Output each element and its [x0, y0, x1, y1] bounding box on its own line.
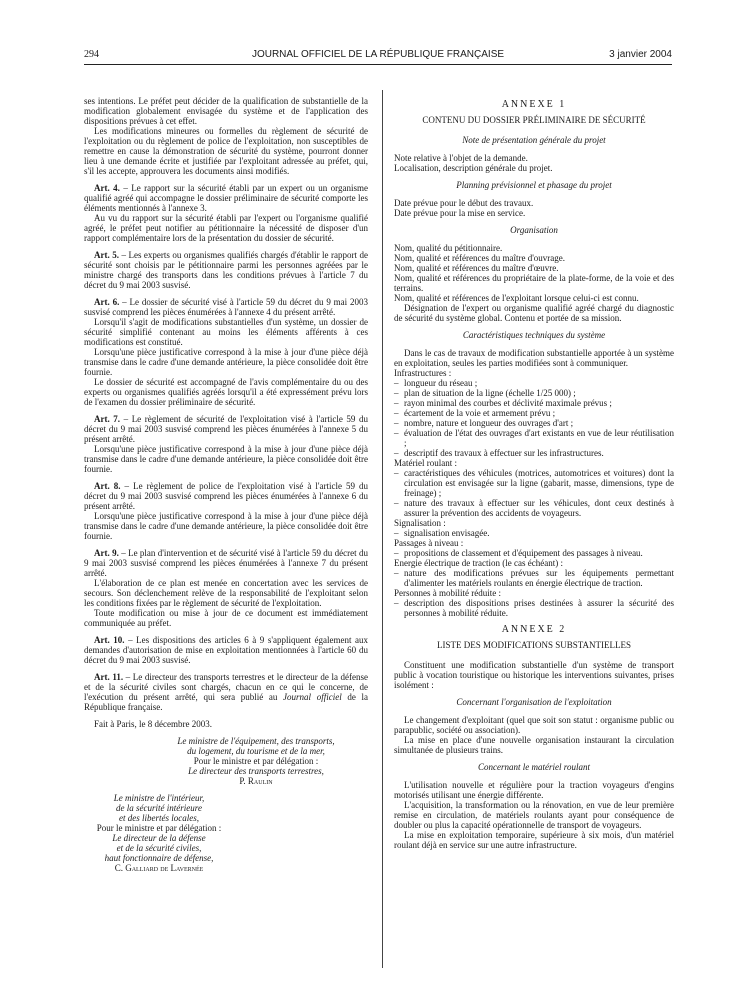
- left-column: [84, 96, 368, 873]
- paragraph: Au vu du rapport sur la sécurité établi par l'expert ou l'organisme qualifié agréé, le préfet peut notifier au pétitionnaire la nécessité de disposer d'un rapport complémentaire lors de la présentation du dossier de sécurité.: [84, 213, 368, 243]
- paragraph: Toute modification ou mise à jour de ce document est immédiatement communiquée au préfet.: [84, 608, 368, 628]
- done-at: Fait à Paris, le 8 décembre 2003.: [94, 719, 212, 729]
- header-rule: [84, 64, 672, 65]
- paragraph: Lorsqu'une pièce justificative correspond à la mise à jour d'une pièce déjà transmise dans le cadre d'une demande antérieure, la pièce consolidée doit être fournie.: [84, 511, 368, 541]
- paragraph: Les modifications mineures ou formelles du règlement de sécurité de l'exploitation ou du règlement de police de l'exploitation, non susceptibles de remettre en cause la démonstration de sécurité du système, pourront donner lieu à une demande écrite et justifiée par l'exploitant adressée au préfet, qui, s'il les accepte, approuvera les documents ainsi modifiés.: [84, 126, 368, 176]
- section-title: Planning prévisionnel et phasage du projet: [456, 180, 612, 190]
- article-9: Art. 9. – Le plan d'intervention et de sécurité visé à l'article 59 du décret du 9 mai 2003 susvisé comprend les pièces énumérées à l'annexe 7 du présent arrêté.: [84, 548, 368, 578]
- column-divider: [382, 90, 383, 968]
- section-title: Concernant l'organisation de l'exploitation: [456, 697, 612, 707]
- article-10: Art. 10. – Les dispositions des articles 6 à 9 s'appliquent également aux demandes d'autorisation de mise en exploitation mentionnées à l'article 60 du décret du 9 mai 2003 susvisé.: [84, 635, 368, 665]
- journal-title: JOURNAL OFFICIEL DE LA RÉPUBLIQUE FRANÇAISE: [251, 49, 505, 60]
- issue-date: 3 janvier 2004: [609, 49, 672, 60]
- section-title: Note de présentation générale du projet: [462, 135, 606, 145]
- paragraph: Le dossier de sécurité est accompagné de l'avis complémentaire du ou des experts ou organismes qualifiés agréés lorsqu'il a été expressément prévu lors de l'examen du dossier préliminaire de sécurité.: [84, 377, 368, 407]
- section-title: Concernant le matériel roulant: [478, 762, 590, 772]
- article-5: Art. 5. – Les experts ou organismes qualifiés chargés d'établir le rapport de sécurité sont choisis par le pétitionnaire parmi les personnes agréées par le ministre chargé des transports dans les conditions prévues à l'article 7 du décret du 9 mai 2003 susvisé.: [84, 250, 368, 290]
- article-11: Art. 11. – Le directeur des transports terrestres et le directeur de la défense et de la sécurité civiles sont chargés, chacun en ce qui le concerne, de l'exécution du présent arrêté, qui sera publié au Journal officiel de la République française.: [84, 672, 369, 712]
- signature-block-1: Le ministre de l'équipement, des transports, du logement, du tourisme et de la mer, Pour le ministre et par délégation : Le directeur des transports terrestres, P. Raulin: [177, 736, 335, 786]
- annex-2-title: LISTE DES MODIFICATIONS SUBSTANTIELLES: [436, 640, 632, 650]
- paragraph: L'élaboration de ce plan est menée en concertation avec les services de secours. Son déclenchement relève de la responsabilité de l'exploitant selon les conditions fixées par le règlement de sécurité de l'exploitation.: [84, 578, 368, 608]
- annex-2-heading: ANNEXE 2: [501, 624, 567, 635]
- page-number: 294: [84, 49, 99, 60]
- page-header: [84, 49, 672, 63]
- signature-block-2: Le ministre de l'intérieur, de la sécurité intérieure et des libertés locales, Pour le ministre et par délégation : Le directeur de la défense et de la sécurité civiles, haut fonctionnaire de défense, C. Galliard de Lavernée: [96, 793, 222, 873]
- annex-1-heading: ANNEXE 1: [501, 99, 567, 110]
- section-title: Organisation: [510, 225, 558, 235]
- article-6: Art. 6. – Le dossier de sécurité visé à l'article 59 du décret du 9 mai 2003 susvisé comprend les pièces énumérées à l'annexe 4 du présent arrêté.: [84, 297, 368, 317]
- paragraph: Lorsqu'il s'agit de modifications substantielles d'un système, un dossier de sécurité simplifié contenant au moins les éléments afférents à ces modifications est constitué.: [84, 317, 368, 347]
- paragraph: Lorsqu'une pièce justificative correspond à la mise à jour d'une pièce déjà transmise dans le cadre d'une demande antérieure, la pièce consolidée doit être fournie.: [84, 347, 368, 377]
- annex-1-title: CONTENU DU DOSSIER PRÉLIMINAIRE DE SÉCURITÉ: [422, 115, 646, 125]
- right-column: ANNEXE 1 CONTENU DU DOSSIER PRÉLIMINAIRE DE SÉCURITÉ Note de présentation générale du projet Note relative à l'objet de la demande. Localisation, description générale du projet. Planning prévisionnel et phasage du projet Date prévue pour le début des travaux. Date prévue pour la mise en service. Organisation Nom, qualité du pétitionnaire. Nom, qualité et références du maître d'ouvrage. Nom, qualité et références du maître d'œuvre. Nom, qualité et références du propriétaire de la plate-forme, de la voie et des terrains. Nom, qualité et références de l'exploitant lorsque celui-ci est connu. Désignation de l'expert ou organisme qualifié agréé chargé du diagnostic de sécurité du système global. Contenu et portée de sa mission. Caractéristiques techniques du système Dans le cas de travaux de modification substantielle apportée à un système en exploitation, seules les parties modifiées sont à communiquer. Infrastructures : – longueur du réseau ; – plan de situation de la ligne (échelle 1/25 000) ; – rayon minimal des courbes et déclivité maximale prévus ; – écartement de la voie et armement prévu ; – nombre, nature et longueur des ouvrages d'art ; – évaluation de l'état des ouvrages d'art existants en vue de leur réutilisation ; – descriptif des travaux à effectuer sur les infrastructures. Matériel roulant : – caractéristiques des véhicules (motrices, automotrices et voitures) dont la circulation est envisagée sur la ligne (gabarit, masse, dimensions, type de freinage) ; – nature des travaux à effectuer sur les véhicules, dont ceux destinés à assurer la prévention des accidents de voyageurs. Signalisation : – signalisation envisagée. Passages à niveau : – propositions de classement et d'équipement des passages à niveau. Energie électrique de traction (le cas échéant) : – nature des modifications prévues sur les équipements permettant d'alimenter les matériels roulants en énergie électrique de traction. Personnes à mobilité réduite : – description des dispositions prises destinées à assurer la sécurité des personnes à mobilité réduite. ANNEXE 2 LISTE DES MODIFICATIONS SUBSTANTIELLES Constituent une modification substantielle d'un système de transport public à vocation touristique ou historique les interventions suivantes, prises isolément : Concernant l'organisation de l'exploitation Le changement d'exploitant (quel que soit son statut : organisme public ou parapublic, société ou association). La mise en place d'une nouvelle organisation instaurant la circulation simultanée de plusieurs trains. Concernant le matériel roulant L'utilisation nouvelle et régulière pour la traction voyageurs d'engins motorisés utilisant une énergie différente. L'acquisition, la transformation ou la rénovation, en vue de leur première remise en circulation, de matériels roulants ayant pour conséquence de doubler ou plus la capacité opérationnelle de transport de voyageurs. La mise en exploitation temporaire, supérieure à six mois, d'un matériel roulant déjà en service sur une autre infrastructure.: [394, 100, 674, 850]
- section-title: Caractéristiques techniques du système: [462, 330, 606, 340]
- article-7: Art. 7. – Le règlement de sécurité de l'exploitation visé à l'article 59 du décret du 9 mai 2003 susvisé comprend les pièces énumérées à l'annexe 5 du présent arrêté.: [84, 414, 368, 444]
- paragraph: ses intentions. Le préfet peut décider de la qualification de substantielle de la modification globalement envisagée du système et de l'application des dispositions prévues à cet effet.: [84, 96, 368, 126]
- article-4: Art. 4. – Le rapport sur la sécurité établi par un expert ou un organisme qualifié agréé qui accompagne le dossier préliminaire de sécurité comporte les éléments mentionnés à l'annexe 3.: [84, 183, 368, 213]
- article-8: Art. 8. – Le règlement de police de l'exploitation visé à l'article 59 du décret du 9 mai 2003 susvisé comprend les pièces énumérées à l'annexe 6 du présent arrêté.: [84, 481, 368, 511]
- paragraph: Lorsqu'une pièce justificative correspond à la mise à jour d'une pièce déjà transmise dans le cadre d'une demande antérieure, la pièce consolidée doit être fournie.: [84, 444, 368, 474]
